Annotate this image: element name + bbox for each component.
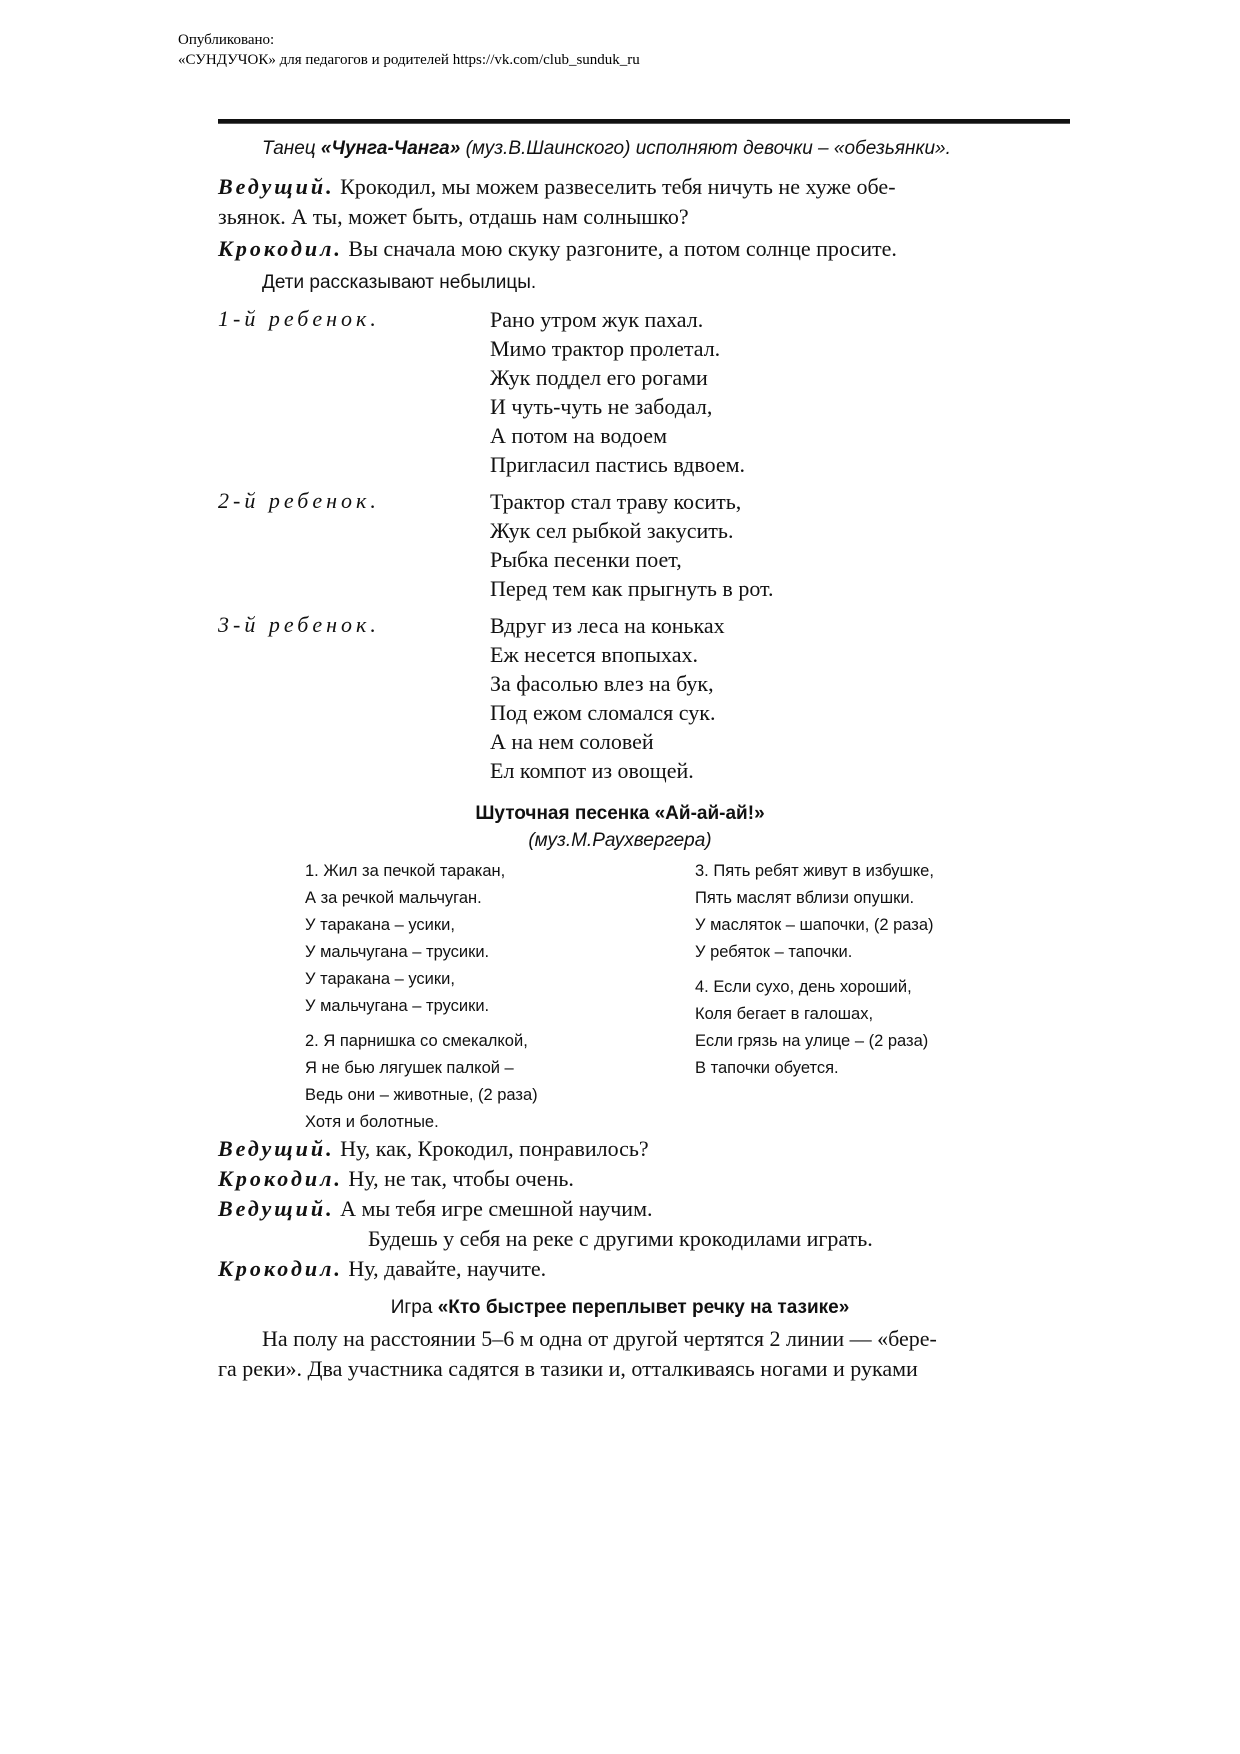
verse-line: А на нем соловей: [490, 729, 654, 754]
child-label: 3-й ребенок.: [218, 612, 380, 637]
verse-line: Жук поддел его рогами: [490, 365, 708, 390]
song-line: У таракана – усики,: [305, 970, 455, 988]
dance-prefix: Танец: [262, 138, 321, 159]
verse-line: И чуть-чуть не забодал,: [490, 394, 713, 419]
verse-line: Под ежом сломался сук.: [490, 700, 716, 725]
dialog-line: [218, 236, 897, 262]
verse-line: Жук сел рыбкой закусить.: [490, 518, 734, 543]
header-line-published: Опубликовано:: [178, 32, 275, 48]
song-line: В тапочки обуется.: [695, 1059, 839, 1077]
song-column-right: [695, 858, 934, 1082]
dance-stage-direction: [262, 138, 951, 160]
game-name: «Кто быстрее переплывет речку на тазике»: [437, 1297, 850, 1318]
speaker-label: Ведущий.: [218, 1196, 335, 1221]
song-line: Пять маслят вблизи опушки.: [695, 889, 915, 907]
song-line: Если грязь на улице – (2 раза): [695, 1032, 929, 1050]
child-verse: [490, 305, 745, 479]
top-rule: [218, 119, 1070, 124]
song-line: У таракана – усики,: [305, 916, 455, 934]
song-line: У мальчугана – трусики.: [305, 997, 490, 1015]
dialog-text: Ну, не так, чтобы очень.: [342, 1166, 574, 1191]
song-line: Ведь они – животные, (2 раза): [305, 1086, 538, 1104]
child-verse: [490, 611, 725, 785]
dialog-line: [218, 1256, 546, 1282]
song-line: У мальчугана – трусики.: [305, 943, 490, 961]
song-line: А за речкой мальчуган.: [305, 889, 482, 907]
song-line: Я не бью лягушек палкой –: [305, 1059, 514, 1077]
song-line: У масляток – шапочки, (2 раза): [695, 916, 934, 934]
song-line: У ребяток – тапочки.: [695, 943, 853, 961]
dialog-line: [218, 1166, 574, 1192]
song-line: Коля бегает в галошах,: [695, 1005, 874, 1023]
dialog-text: А мы тебя игре смешной научим.: [334, 1196, 653, 1221]
verse-line: Пригласил пастись вдвоем.: [490, 452, 746, 477]
dialog-line: [218, 1196, 653, 1222]
song-line: 1. Жил за печкой таракан,: [305, 862, 506, 880]
song-line: 2. Я парнишка со смекалкой,: [305, 1032, 528, 1050]
verse-line: Рыбка песенки поет,: [490, 547, 682, 572]
speaker-label: Крокодил.: [218, 1166, 343, 1191]
dialog-text: Крокодил, мы можем развеселить тебя ничуть не хуже обе-: [334, 174, 896, 199]
speaker-label: Ведущий.: [218, 1136, 335, 1161]
verse-line: А потом на водоем: [490, 423, 667, 448]
child-label: 1-й ребенок.: [218, 306, 380, 331]
song-line: 4. Если сухо, день хороший,: [695, 978, 912, 996]
verse-line: За фасолью влез на бук,: [490, 671, 714, 696]
verse-line: Еж несется впопыхах.: [490, 642, 698, 667]
publication-header: [178, 30, 640, 70]
speaker-label: Ведущий.: [218, 174, 335, 199]
dialog-line: [218, 174, 896, 200]
dance-rest: (муз.В.Шаинского) исполняют девочки – «обезьянки».: [460, 138, 951, 159]
game-title: [0, 1297, 1240, 1319]
song-column-left: [305, 858, 538, 1136]
song-line: 3. Пять ребят живут в избушке,: [695, 862, 934, 880]
dialog-continuation: зьянок. А ты, может быть, отдашь нам солнышко?: [218, 204, 689, 229]
verse-line: Вдруг из леса на коньках: [490, 613, 725, 638]
verse-line: Перед тем как прыгнуть в рот.: [490, 576, 774, 601]
song-line: Хотя и болотные.: [305, 1113, 439, 1131]
speaker-label: Крокодил.: [218, 236, 343, 261]
child-verse: [490, 487, 774, 603]
song-title: Шуточная песенка «Ай-ай-ай!»: [475, 803, 765, 824]
dialog-text: Вы сначала мою скуку разгоните, а потом солнце просите.: [342, 236, 897, 261]
dialog-line: [218, 1136, 649, 1162]
child-label: 2-й ребенок.: [218, 488, 380, 513]
speaker-label: Крокодил.: [218, 1256, 343, 1281]
game-prefix: Игра: [390, 1297, 438, 1318]
header-line-source: «СУНДУЧОК» для педагогов и родителей https://vk.com/club_sunduk_ru: [178, 52, 640, 68]
dialog-text: Ну, давайте, научите.: [342, 1256, 547, 1281]
game-paragraph-line: На полу на расстоянии 5–6 м одна от другой чертятся 2 линии — «бере-: [262, 1326, 937, 1351]
stage-direction: Дети рассказывают небылицы.: [262, 272, 537, 293]
verse-line: Трактор стал траву косить,: [490, 489, 742, 514]
game-paragraph-line: га реки». Два участника садятся в тазики и, отталкиваясь ногами и руками: [218, 1356, 918, 1381]
dialog-continuation: Будешь у себя на реке с другими крокодилами играть.: [368, 1226, 873, 1251]
dance-title: «Чунга-Чанга»: [320, 138, 461, 159]
verse-line: Мимо трактор пролетал.: [490, 336, 721, 361]
song-subtitle: (муз.М.Раухвергера): [528, 830, 712, 851]
verse-line: Ел компот из овощей.: [490, 758, 694, 783]
dialog-text: Ну, как, Крокодил, понравилось?: [334, 1136, 649, 1161]
verse-line: Рано утром жук пахал.: [490, 307, 704, 332]
